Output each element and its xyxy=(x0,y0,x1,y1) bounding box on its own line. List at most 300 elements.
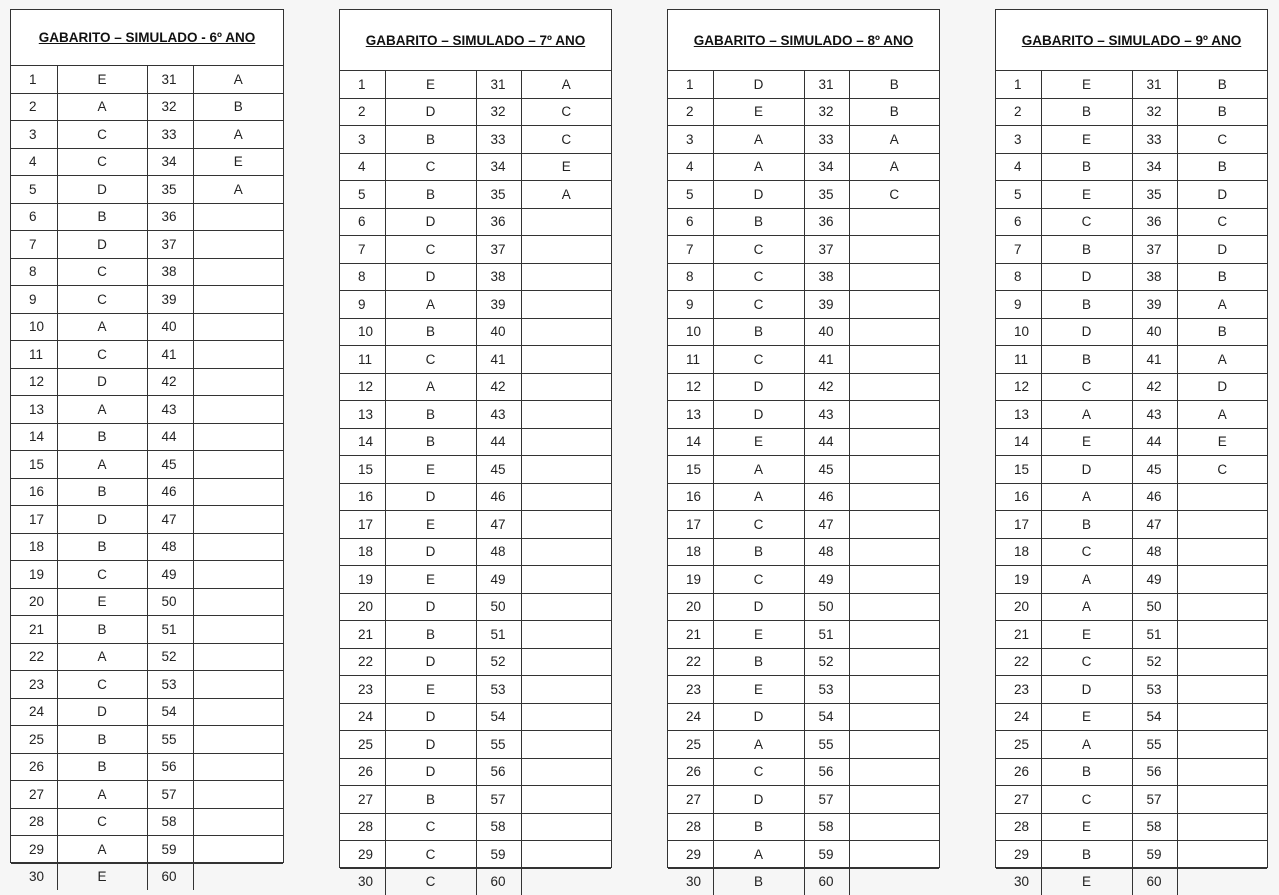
question-number: 55 xyxy=(1132,731,1177,759)
table-row xyxy=(996,208,1267,236)
table-row xyxy=(11,396,283,424)
answer-letter xyxy=(1177,566,1267,594)
question-number: 24 xyxy=(668,703,713,731)
question-number: 5 xyxy=(668,181,713,209)
table-row xyxy=(340,428,611,456)
table-row xyxy=(340,813,611,841)
question-number: 38 xyxy=(476,263,521,291)
answer-letter xyxy=(849,483,939,511)
question-number: 51 xyxy=(147,616,193,644)
table-row xyxy=(668,813,939,841)
question-number: 8 xyxy=(11,258,57,286)
answer-letter xyxy=(849,868,939,895)
answer-letter xyxy=(521,236,611,264)
question-number: 35 xyxy=(476,181,521,209)
question-number: 6 xyxy=(340,208,385,236)
question-number: 51 xyxy=(804,621,849,649)
answer-letter: A xyxy=(1177,291,1267,319)
question-number: 56 xyxy=(147,753,193,781)
answer-letter xyxy=(193,478,283,506)
answer-letter: C xyxy=(1041,648,1132,676)
table-row xyxy=(996,263,1267,291)
answer-letter xyxy=(849,373,939,401)
question-number: 16 xyxy=(668,483,713,511)
table-row xyxy=(996,538,1267,566)
answer-letter: E xyxy=(385,566,476,594)
table-row xyxy=(996,648,1267,676)
question-number: 15 xyxy=(996,456,1041,484)
question-number: 50 xyxy=(476,593,521,621)
question-number: 14 xyxy=(340,428,385,456)
answer-letter: E xyxy=(385,71,476,98)
answer-letter: A xyxy=(1041,566,1132,594)
table-row xyxy=(668,648,939,676)
question-number: 58 xyxy=(804,813,849,841)
question-number: 11 xyxy=(668,346,713,374)
answer-letter xyxy=(849,456,939,484)
answer-letter xyxy=(849,566,939,594)
answer-letter xyxy=(849,538,939,566)
question-number: 8 xyxy=(996,263,1041,291)
table-row xyxy=(668,318,939,346)
question-number: 26 xyxy=(11,753,57,781)
table-row xyxy=(996,181,1267,209)
table-row xyxy=(996,676,1267,704)
question-number: 15 xyxy=(340,456,385,484)
question-number: 48 xyxy=(1132,538,1177,566)
question-number: 29 xyxy=(11,836,57,864)
table-row xyxy=(996,731,1267,759)
question-number: 34 xyxy=(476,153,521,181)
answer-letter: D xyxy=(57,698,147,726)
answer-letter: D xyxy=(385,538,476,566)
question-number: 19 xyxy=(340,566,385,594)
answer-letter: D xyxy=(385,98,476,126)
question-number: 54 xyxy=(476,703,521,731)
table-row xyxy=(996,483,1267,511)
answer-letter xyxy=(1177,758,1267,786)
table-row xyxy=(11,588,283,616)
answer-table xyxy=(996,71,1267,895)
question-number: 17 xyxy=(996,511,1041,539)
answer-letter: E xyxy=(57,66,147,93)
question-number: 52 xyxy=(1132,648,1177,676)
answer-letter: D xyxy=(1177,373,1267,401)
answer-letter xyxy=(849,263,939,291)
answer-letter: E xyxy=(1041,428,1132,456)
table-row xyxy=(340,153,611,181)
table-row xyxy=(340,98,611,126)
answer-letter: B xyxy=(1041,511,1132,539)
answer-letter: A xyxy=(57,836,147,864)
question-number: 17 xyxy=(11,506,57,534)
question-number: 38 xyxy=(1132,263,1177,291)
table-row xyxy=(340,538,611,566)
answer-letter: B xyxy=(385,181,476,209)
answer-letter: E xyxy=(1041,71,1132,98)
answer-letter xyxy=(193,753,283,781)
question-number: 2 xyxy=(996,98,1041,126)
answer-key-7th-grade xyxy=(339,9,612,889)
table-row xyxy=(996,153,1267,181)
table-row xyxy=(11,66,283,93)
table-row xyxy=(668,593,939,621)
table-row xyxy=(668,126,939,154)
question-number: 34 xyxy=(147,148,193,176)
answer-letter: E xyxy=(385,511,476,539)
question-number: 43 xyxy=(1132,401,1177,429)
table-row xyxy=(996,456,1267,484)
answer-letter xyxy=(1177,648,1267,676)
sheet-title: GABARITO – SIMULADO – 9º ANO xyxy=(996,10,1267,71)
answer-letter: B xyxy=(713,813,804,841)
question-number: 44 xyxy=(147,423,193,451)
question-number: 29 xyxy=(668,841,713,869)
question-number: 59 xyxy=(147,836,193,864)
table-row xyxy=(996,236,1267,264)
answer-key-9th-grade xyxy=(995,9,1268,889)
answer-letter: E xyxy=(713,428,804,456)
answer-letter: A xyxy=(1041,731,1132,759)
question-number: 7 xyxy=(996,236,1041,264)
question-number: 19 xyxy=(668,566,713,594)
answer-letter xyxy=(193,203,283,231)
question-number: 18 xyxy=(11,533,57,561)
question-number: 18 xyxy=(996,538,1041,566)
answer-letter xyxy=(193,561,283,589)
question-number: 12 xyxy=(668,373,713,401)
question-number: 31 xyxy=(804,71,849,98)
question-number: 44 xyxy=(476,428,521,456)
question-number: 60 xyxy=(147,863,193,890)
question-number: 4 xyxy=(11,148,57,176)
question-number: 36 xyxy=(1132,208,1177,236)
question-number: 43 xyxy=(147,396,193,424)
question-number: 43 xyxy=(476,401,521,429)
question-number: 14 xyxy=(996,428,1041,456)
answer-letter xyxy=(849,428,939,456)
answer-letter: B xyxy=(713,868,804,895)
question-number: 58 xyxy=(476,813,521,841)
question-number: 3 xyxy=(668,126,713,154)
table-row xyxy=(996,566,1267,594)
table-row xyxy=(11,148,283,176)
question-number: 35 xyxy=(147,176,193,204)
answer-letter: E xyxy=(713,98,804,126)
answer-letter xyxy=(521,703,611,731)
answer-letter: A xyxy=(713,456,804,484)
question-number: 42 xyxy=(1132,373,1177,401)
question-number: 21 xyxy=(340,621,385,649)
answer-letter xyxy=(193,368,283,396)
question-number: 49 xyxy=(476,566,521,594)
table-row xyxy=(668,71,939,98)
answer-letter: C xyxy=(713,758,804,786)
answer-letter: E xyxy=(1041,813,1132,841)
table-row xyxy=(11,176,283,204)
question-number: 26 xyxy=(340,758,385,786)
question-number: 20 xyxy=(668,593,713,621)
answer-letter xyxy=(849,318,939,346)
table-row xyxy=(11,451,283,479)
answer-letter xyxy=(1177,703,1267,731)
question-number: 30 xyxy=(668,868,713,895)
table-row xyxy=(11,836,283,864)
question-number: 57 xyxy=(147,781,193,809)
table-row xyxy=(996,318,1267,346)
question-number: 56 xyxy=(1132,758,1177,786)
answer-letter xyxy=(193,643,283,671)
answer-letter: B xyxy=(1041,153,1132,181)
table-row xyxy=(996,621,1267,649)
question-number: 37 xyxy=(1132,236,1177,264)
answer-letter: C xyxy=(385,153,476,181)
question-number: 39 xyxy=(476,291,521,319)
question-number: 50 xyxy=(147,588,193,616)
answer-letter: E xyxy=(521,153,611,181)
answer-letter: E xyxy=(385,456,476,484)
question-number: 45 xyxy=(476,456,521,484)
answer-letter xyxy=(849,731,939,759)
answer-letter xyxy=(849,813,939,841)
question-number: 27 xyxy=(996,786,1041,814)
answer-letter: A xyxy=(849,126,939,154)
question-number: 60 xyxy=(804,868,849,895)
answer-letter: E xyxy=(1041,703,1132,731)
question-number: 5 xyxy=(11,176,57,204)
question-number: 21 xyxy=(11,616,57,644)
answer-letter xyxy=(521,758,611,786)
question-number: 1 xyxy=(29,71,37,87)
table-row xyxy=(996,868,1267,895)
question-number: 56 xyxy=(476,758,521,786)
question-number: 2 xyxy=(11,93,57,121)
answer-letter xyxy=(193,313,283,341)
question-number: 16 xyxy=(11,478,57,506)
question-number: 47 xyxy=(804,511,849,539)
answer-letter: C xyxy=(713,566,804,594)
table-row xyxy=(668,236,939,264)
answer-letter xyxy=(193,863,283,890)
table-row xyxy=(668,263,939,291)
question-number: 16 xyxy=(340,483,385,511)
answer-letter xyxy=(849,621,939,649)
question-number: 27 xyxy=(11,781,57,809)
table-row xyxy=(340,401,611,429)
table-row xyxy=(668,373,939,401)
answer-letter xyxy=(849,676,939,704)
question-number: 30 xyxy=(996,868,1041,895)
table-row xyxy=(668,456,939,484)
table-row xyxy=(996,98,1267,126)
answer-letter: D xyxy=(57,506,147,534)
answer-letter: A xyxy=(57,643,147,671)
answer-letter: D xyxy=(713,181,804,209)
answer-letter xyxy=(1177,868,1267,895)
question-number: 52 xyxy=(147,643,193,671)
answer-letter: E xyxy=(1041,621,1132,649)
question-number: 27 xyxy=(668,786,713,814)
answer-letter: C xyxy=(521,126,611,154)
table-row xyxy=(996,126,1267,154)
question-number: 27 xyxy=(340,786,385,814)
question-number: 33 xyxy=(147,121,193,149)
question-number: 23 xyxy=(996,676,1041,704)
answer-letter: D xyxy=(1041,676,1132,704)
question-number: 49 xyxy=(804,566,849,594)
question-number: 11 xyxy=(996,346,1041,374)
question-number: 59 xyxy=(476,841,521,869)
answer-letter: A xyxy=(1177,346,1267,374)
answer-letter: B xyxy=(713,538,804,566)
question-number: 42 xyxy=(476,373,521,401)
answer-letter: D xyxy=(713,593,804,621)
question-number: 20 xyxy=(340,593,385,621)
answer-letter: B xyxy=(713,318,804,346)
question-number: 5 xyxy=(996,181,1041,209)
answer-letter xyxy=(193,808,283,836)
table-row xyxy=(11,368,283,396)
answer-letter xyxy=(849,786,939,814)
answer-letter xyxy=(193,258,283,286)
question-number: 33 xyxy=(1132,126,1177,154)
question-number: 46 xyxy=(476,483,521,511)
question-number: 32 xyxy=(476,98,521,126)
answer-letter: C xyxy=(713,346,804,374)
answer-letter: D xyxy=(713,373,804,401)
table-row xyxy=(668,208,939,236)
question-number: 51 xyxy=(1132,621,1177,649)
table-row xyxy=(11,643,283,671)
table-row xyxy=(668,731,939,759)
answer-letter: C xyxy=(385,868,476,895)
answer-letter xyxy=(521,401,611,429)
answer-letter: C xyxy=(1041,786,1132,814)
answer-letter: B xyxy=(57,423,147,451)
answer-letter xyxy=(1177,813,1267,841)
table-row xyxy=(668,841,939,869)
question-number: 55 xyxy=(804,731,849,759)
table-row xyxy=(996,786,1267,814)
table-row xyxy=(668,511,939,539)
answer-letter: A xyxy=(1177,401,1267,429)
answer-letter: B xyxy=(1177,71,1267,98)
question-number: 42 xyxy=(147,368,193,396)
question-number: 4 xyxy=(340,153,385,181)
table-row xyxy=(11,863,283,890)
question-number: 13 xyxy=(340,401,385,429)
question-number: 53 xyxy=(476,676,521,704)
answer-letter xyxy=(521,511,611,539)
table-row xyxy=(340,566,611,594)
answer-letter xyxy=(849,511,939,539)
answer-letter xyxy=(521,868,611,895)
answer-letter: B xyxy=(1041,841,1132,869)
answer-letter: D xyxy=(57,231,147,259)
question-number: 48 xyxy=(804,538,849,566)
question-number: 10 xyxy=(668,318,713,346)
question-number: 47 xyxy=(147,506,193,534)
answer-letter xyxy=(849,841,939,869)
table-row xyxy=(340,593,611,621)
answer-letter xyxy=(1177,621,1267,649)
question-number: 9 xyxy=(668,291,713,319)
question-number: 51 xyxy=(476,621,521,649)
table-row xyxy=(11,781,283,809)
table-row xyxy=(668,483,939,511)
question-number: 53 xyxy=(804,676,849,704)
table-row xyxy=(11,561,283,589)
question-number: 47 xyxy=(1132,511,1177,539)
answer-letter xyxy=(193,231,283,259)
question-number: 12 xyxy=(11,368,57,396)
table-row xyxy=(668,786,939,814)
answer-letter: B xyxy=(713,208,804,236)
answer-letter xyxy=(521,841,611,869)
answer-letter: A xyxy=(521,71,611,98)
question-number: 46 xyxy=(804,483,849,511)
question-number: 34 xyxy=(804,153,849,181)
question-number: 39 xyxy=(1132,291,1177,319)
question-number: 24 xyxy=(996,703,1041,731)
table-row xyxy=(11,286,283,314)
question-number: 40 xyxy=(476,318,521,346)
answer-letter xyxy=(521,483,611,511)
answer-letter: B xyxy=(1177,263,1267,291)
answer-letter: C xyxy=(849,181,939,209)
answer-letter: B xyxy=(385,428,476,456)
question-number: 25 xyxy=(996,731,1041,759)
table-row xyxy=(668,676,939,704)
table-row xyxy=(996,813,1267,841)
table-row xyxy=(340,731,611,759)
question-number: 29 xyxy=(996,841,1041,869)
question-number: 56 xyxy=(804,758,849,786)
answer-letter: D xyxy=(1177,236,1267,264)
answer-letter: D xyxy=(385,483,476,511)
sheet-title: GABARITO – SIMULADO – 7º ANO xyxy=(340,10,611,71)
answer-letter xyxy=(1177,731,1267,759)
table-row xyxy=(11,93,283,121)
question-number: 36 xyxy=(804,208,849,236)
answer-letter xyxy=(193,533,283,561)
table-row xyxy=(340,181,611,209)
question-number: 31 xyxy=(147,66,193,93)
answer-letter: C xyxy=(1177,456,1267,484)
answer-letter: B xyxy=(1177,153,1267,181)
answer-letter: B xyxy=(385,318,476,346)
answer-letter xyxy=(849,593,939,621)
answer-letter: B xyxy=(1041,758,1132,786)
table-row xyxy=(668,703,939,731)
question-number: 1 xyxy=(686,76,694,92)
question-number: 23 xyxy=(11,671,57,699)
table-row xyxy=(11,533,283,561)
answer-letter: B xyxy=(57,478,147,506)
question-number: 33 xyxy=(804,126,849,154)
question-number: 54 xyxy=(147,698,193,726)
answer-letter: C xyxy=(1041,538,1132,566)
question-number: 36 xyxy=(476,208,521,236)
question-number: 48 xyxy=(147,533,193,561)
answer-letter xyxy=(849,703,939,731)
question-number: 30 xyxy=(11,863,57,890)
table-row xyxy=(340,841,611,869)
question-number: 17 xyxy=(668,511,713,539)
answer-letter: A xyxy=(713,841,804,869)
question-number: 58 xyxy=(1132,813,1177,841)
question-number: 59 xyxy=(1132,841,1177,869)
